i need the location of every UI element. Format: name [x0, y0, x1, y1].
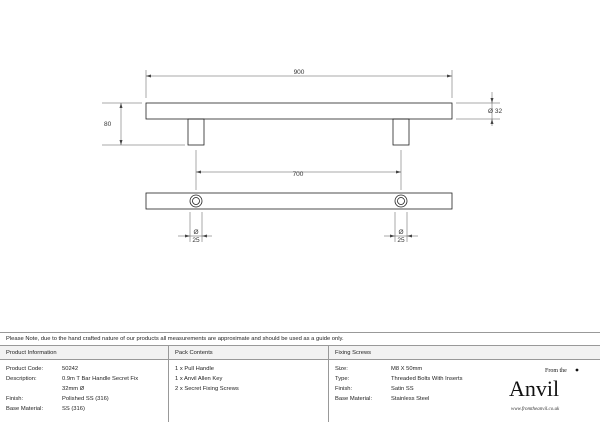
screw-finish-label: Finish:: [335, 386, 353, 392]
logo-sparkle: [576, 369, 579, 372]
product-info-row: [6, 384, 168, 394]
height-dimension-label: 80: [104, 121, 112, 128]
product-information-title: Product Information: [0, 346, 168, 360]
base-material-label: Base Material:: [6, 406, 44, 412]
pack-item: [175, 384, 328, 394]
screw-material-value: Stainless Steel: [391, 396, 430, 402]
pack-item-text: 1 x Pull Handle: [175, 366, 214, 372]
fixing-screws-title: Fixing Screws: [329, 346, 600, 360]
pack-contents-title: Pack Contents: [169, 346, 328, 360]
pack-item: [175, 364, 328, 374]
side-view-left-leg: [188, 119, 204, 145]
top-view-bar: [146, 193, 452, 209]
from-the-anvil-logo: [505, 358, 595, 418]
side-view-bar: [146, 103, 452, 119]
right-fixing-hole-inner: [398, 198, 405, 205]
product-info-row: [6, 364, 168, 374]
size-label: Size:: [335, 366, 348, 372]
type-label: Type:: [335, 376, 350, 382]
disclaimer-note: Please Note, due to the hand crafted nature of our products all measurements are approximate and should be used as a guide only.: [0, 332, 600, 346]
right-fixing-diameter-symbol: Ø: [398, 229, 404, 236]
product-info-row: [6, 404, 168, 414]
left-fixing-diameter-value: 25: [192, 237, 200, 244]
logo-brand: Anvil: [509, 376, 560, 401]
product-code-label: Product Code:: [6, 366, 44, 372]
pack-item-text: 1 x Anvil Allen Key: [175, 376, 223, 382]
product-code-value: 50242: [62, 366, 79, 372]
left-fixing-hole-outer: [190, 195, 202, 207]
type-value: Threaded Bolts With Inserts: [391, 376, 463, 382]
product-information-panel: [0, 346, 169, 422]
product-info-row: [6, 374, 168, 384]
logo-from-the: From the: [545, 368, 567, 374]
left-fixing-diameter-symbol: Ø: [193, 229, 199, 236]
side-view-right-leg: [393, 119, 409, 145]
centres-dimension-label: 700: [292, 171, 304, 178]
pack-contents-panel: [169, 346, 329, 422]
description-value: 0.9m T Bar Handle Secret Fix: [62, 376, 139, 382]
size-value: M8 X 50mm: [391, 366, 423, 372]
description-continued-label: [6, 384, 62, 394]
finish-label: Finish:: [6, 396, 24, 402]
product-info-row: [6, 394, 168, 404]
screw-material-label: Base Material:: [335, 396, 373, 402]
pack-item: [175, 374, 328, 384]
diameter-dimension-label: Ø 32: [488, 108, 503, 115]
description-label: Description:: [6, 376, 37, 382]
pack-item-text: 2 x Secret Fixing Screws: [175, 386, 239, 392]
left-fixing-hole-inner: [193, 198, 200, 205]
length-dimension-label: 900: [293, 69, 305, 76]
logo-url: www.fromtheanvil.co.uk: [511, 407, 560, 412]
right-fixing-hole-outer: [395, 195, 407, 207]
description-continued-value: 32mm Ø: [62, 386, 85, 392]
screw-finish-value: Satin SS: [391, 386, 414, 392]
finish-value: Polished SS (316): [62, 396, 109, 402]
right-fixing-diameter-value: 25: [397, 237, 405, 244]
base-material-value: SS (316): [62, 406, 85, 412]
